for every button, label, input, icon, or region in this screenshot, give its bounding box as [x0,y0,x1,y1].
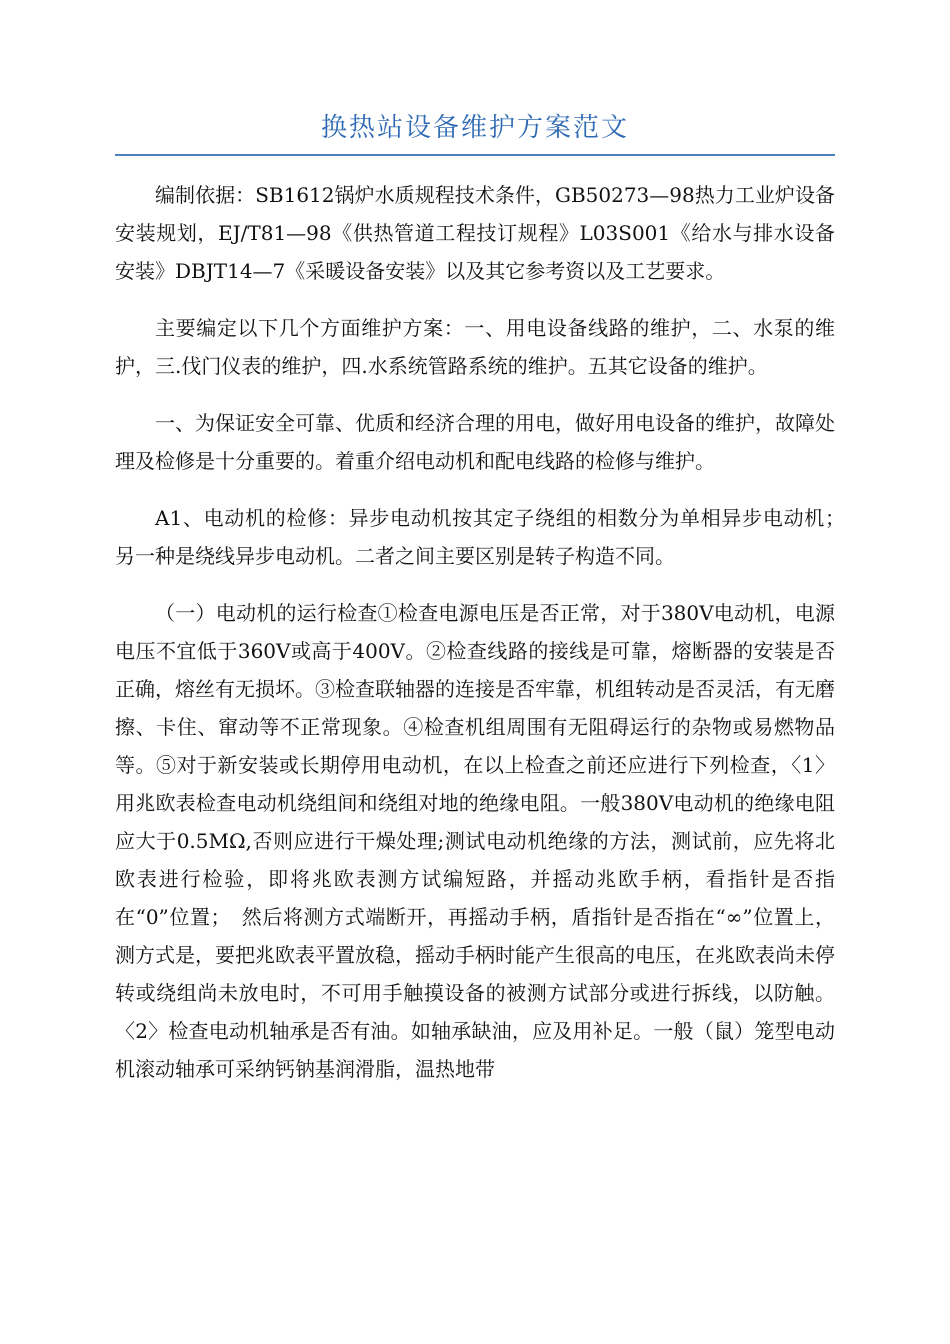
paragraph-motor-repair: A1、电动机的检修：异步电动机按其定子绕组的相数分为单相异步电动机； 另一种是绕线异步电动机。二者之间主要区别是转子构造不同。 [115,506,855,568]
paragraph-motor-inspection: （一）电动机的运行检查①检查电源电压是否正常，对于380V电动机，电源电压不宜低于360V或高于400V。②检查线路的接线是可靠，熔断器的安装是否正确，熔丝有无损坏。③检查联轴器的连接是否牢靠，机组转动是否灵活，有无磨擦、卡住、窜动等不正常现象。④检查机组周围有无阻碍运行的杂物或易燃物品等。⑤对于新安装或长期停用电动机，在以上检查之前还应进行下列检查，〈1〉用兆欧表检查电动机绕组间和绕组对地的绝缘电阻。一般380V电动机的绝缘电阻应大于0.5MΩ,否则应进行干燥处理;测试电动机绝缘的方法，测试前，应先将北欧表进行检验，即将兆欧表测方试编短路，并摇动兆欧手柄，看指针是否指在“0”位置； 然后将测方式端断开，再摇动手柄，盾指针是否指在“∞”位置上，测方式是，要把兆欧表平置放稳，摇动手柄时能产生很高的电压，在兆欧表尚未停转或绕组尚未放电时，不可用手触摸设备的被测方试部分或进行拆线，以防触。〈2〉检查电动机轴承是否有油。如轴承缺油，应及用补足。一般（鼠）笼型电动机滚动轴承可采纳钙钠基润滑脂，温热地带 [115,601,835,1081]
document-body [115,176,855,1107]
paragraph-basis: 编制依据：SB1612锅炉水质规程技术条件，GB50273—98热力工业炉设备安装规划，EJ/T81—98《供热管道工程技订规程》L03S001《给水与排水设备安装》DBJT14—7《采暖设备安装》以及其它参考资以及工艺要求。 [115,183,835,283]
paragraph-scope: 主要编定以下几个方面维护方案：一、用电设备线路的维护，二、水泵的维护，三.伐门仪表的维护，四.水系统管路系统的维护。五其它设备的维护。 [115,316,835,378]
document-title: 换热站设备维护方案范文 [320,113,629,143]
paragraph-section-one: 一、为保证安全可靠、优质和经济合理的用电，做好用电设备的维护，故障处理及检修是十分重要的。着重介绍电动机和配电线路的检修与维护。 [115,411,835,473]
title-underline [115,154,835,156]
